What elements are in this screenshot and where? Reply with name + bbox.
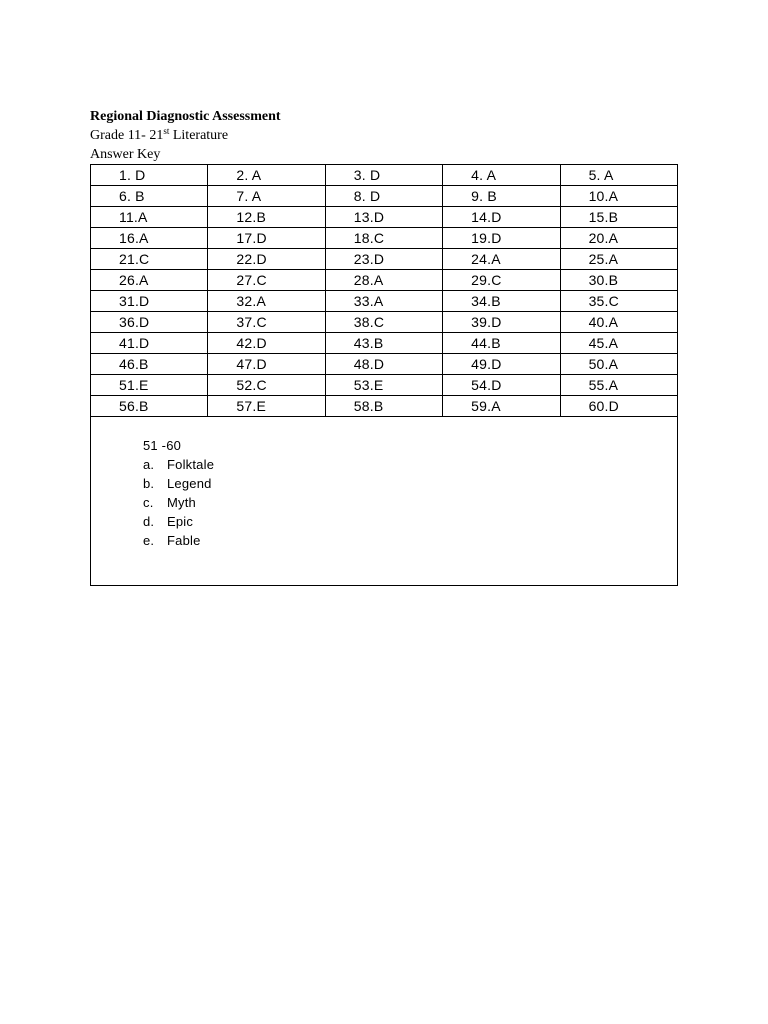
answer-cell: 53.E bbox=[325, 375, 442, 396]
subtitle-text: Grade 11- 21 bbox=[90, 128, 164, 143]
answer-cell: 19.D bbox=[443, 228, 560, 249]
answer-cell: 12.B bbox=[208, 207, 325, 228]
answer-cell: 41.D bbox=[91, 333, 208, 354]
answer-row bbox=[91, 312, 678, 333]
answer-cell: 17.D bbox=[208, 228, 325, 249]
document-subtitle bbox=[90, 126, 678, 145]
answer-cell: 44.B bbox=[443, 333, 560, 354]
option-item bbox=[143, 531, 677, 550]
answer-cell: 43.B bbox=[325, 333, 442, 354]
answer-row bbox=[91, 396, 678, 417]
answer-row bbox=[91, 228, 678, 249]
answer-cell: 29.C bbox=[443, 270, 560, 291]
answer-row bbox=[91, 291, 678, 312]
answer-row bbox=[91, 333, 678, 354]
option-letter: d. bbox=[143, 514, 155, 529]
answer-cell: 39.D bbox=[443, 312, 560, 333]
answer-cell: 11.A bbox=[91, 207, 208, 228]
answer-cell: 31.D bbox=[91, 291, 208, 312]
option-letter: b. bbox=[143, 476, 155, 491]
answer-cell: 27.C bbox=[208, 270, 325, 291]
subtitle-superscript: st bbox=[163, 126, 170, 136]
answer-key-table bbox=[90, 164, 678, 586]
answer-cell: 36.D bbox=[91, 312, 208, 333]
answer-cell: 38.C bbox=[325, 312, 442, 333]
answer-cell: 25.A bbox=[560, 249, 677, 270]
answer-cell: 2. A bbox=[208, 165, 325, 186]
answer-table-body bbox=[91, 165, 678, 586]
answer-cell: 18.C bbox=[325, 228, 442, 249]
answer-cell: 3. D bbox=[325, 165, 442, 186]
answer-cell: 55.A bbox=[560, 375, 677, 396]
answer-cell: 54.D bbox=[443, 375, 560, 396]
option-item bbox=[143, 474, 677, 493]
answer-row bbox=[91, 186, 678, 207]
answer-cell: 16.A bbox=[91, 228, 208, 249]
answer-cell: 37.C bbox=[208, 312, 325, 333]
option-item bbox=[143, 455, 677, 474]
answer-key-label: Answer Key bbox=[90, 147, 161, 162]
answer-row bbox=[91, 354, 678, 375]
answer-cell: 59.A bbox=[443, 396, 560, 417]
answer-cell: 46.B bbox=[91, 354, 208, 375]
answer-cell: 15.B bbox=[560, 207, 677, 228]
answer-cell: 51.E bbox=[91, 375, 208, 396]
document-title: Regional Diagnostic Assessment bbox=[90, 109, 281, 124]
answer-cell: 22.D bbox=[208, 249, 325, 270]
answer-cell: 9. B bbox=[443, 186, 560, 207]
answer-cell: 1. D bbox=[91, 165, 208, 186]
answer-row bbox=[91, 207, 678, 228]
answer-cell: 8. D bbox=[325, 186, 442, 207]
answer-cell: 56.B bbox=[91, 396, 208, 417]
option-text: Fable bbox=[167, 533, 201, 548]
answer-cell: 52.C bbox=[208, 375, 325, 396]
answer-cell: 40.A bbox=[560, 312, 677, 333]
answer-cell: 7. A bbox=[208, 186, 325, 207]
option-text: Legend bbox=[167, 476, 212, 491]
answer-cell: 24.A bbox=[443, 249, 560, 270]
answer-cell: 42.D bbox=[208, 333, 325, 354]
answer-cell: 34.B bbox=[443, 291, 560, 312]
answer-cell: 6. B bbox=[91, 186, 208, 207]
answer-cell: 4. A bbox=[443, 165, 560, 186]
notes-row bbox=[91, 417, 678, 586]
answer-cell: 10.A bbox=[560, 186, 677, 207]
notes-range: 51 -60 bbox=[143, 438, 182, 453]
answer-cell: 49.D bbox=[443, 354, 560, 375]
answer-row bbox=[91, 375, 678, 396]
option-letter: e. bbox=[143, 533, 155, 548]
answer-cell: 50.A bbox=[560, 354, 677, 375]
answer-cell: 5. A bbox=[560, 165, 677, 186]
option-item bbox=[143, 493, 677, 512]
option-letter: c. bbox=[143, 495, 154, 510]
answer-cell: 33.A bbox=[325, 291, 442, 312]
subtitle-text-end: Literature bbox=[169, 128, 229, 143]
answer-cell: 47.D bbox=[208, 354, 325, 375]
answer-cell: 48.D bbox=[325, 354, 442, 375]
answer-cell: 60.D bbox=[560, 396, 677, 417]
answer-row bbox=[91, 249, 678, 270]
notes-cell bbox=[91, 417, 678, 586]
answer-cell: 13.D bbox=[325, 207, 442, 228]
answer-cell: 32.A bbox=[208, 291, 325, 312]
document-page bbox=[90, 108, 678, 586]
answer-cell: 23.D bbox=[325, 249, 442, 270]
answer-cell: 30.B bbox=[560, 270, 677, 291]
option-text: Folktale bbox=[167, 457, 215, 472]
option-text: Myth bbox=[167, 495, 196, 510]
answer-cell: 14.D bbox=[443, 207, 560, 228]
answer-cell: 35.C bbox=[560, 291, 677, 312]
answer-cell: 58.B bbox=[325, 396, 442, 417]
option-item bbox=[143, 512, 677, 531]
answer-cell: 28.A bbox=[325, 270, 442, 291]
notes-list bbox=[91, 417, 677, 550]
option-letter: a. bbox=[143, 457, 155, 472]
answer-cell: 57.E bbox=[208, 396, 325, 417]
answer-cell: 21.C bbox=[91, 249, 208, 270]
answer-cell: 26.A bbox=[91, 270, 208, 291]
answer-row bbox=[91, 270, 678, 291]
answer-cell: 20.A bbox=[560, 228, 677, 249]
answer-row bbox=[91, 165, 678, 186]
option-text: Epic bbox=[167, 514, 194, 529]
answer-cell: 45.A bbox=[560, 333, 677, 354]
